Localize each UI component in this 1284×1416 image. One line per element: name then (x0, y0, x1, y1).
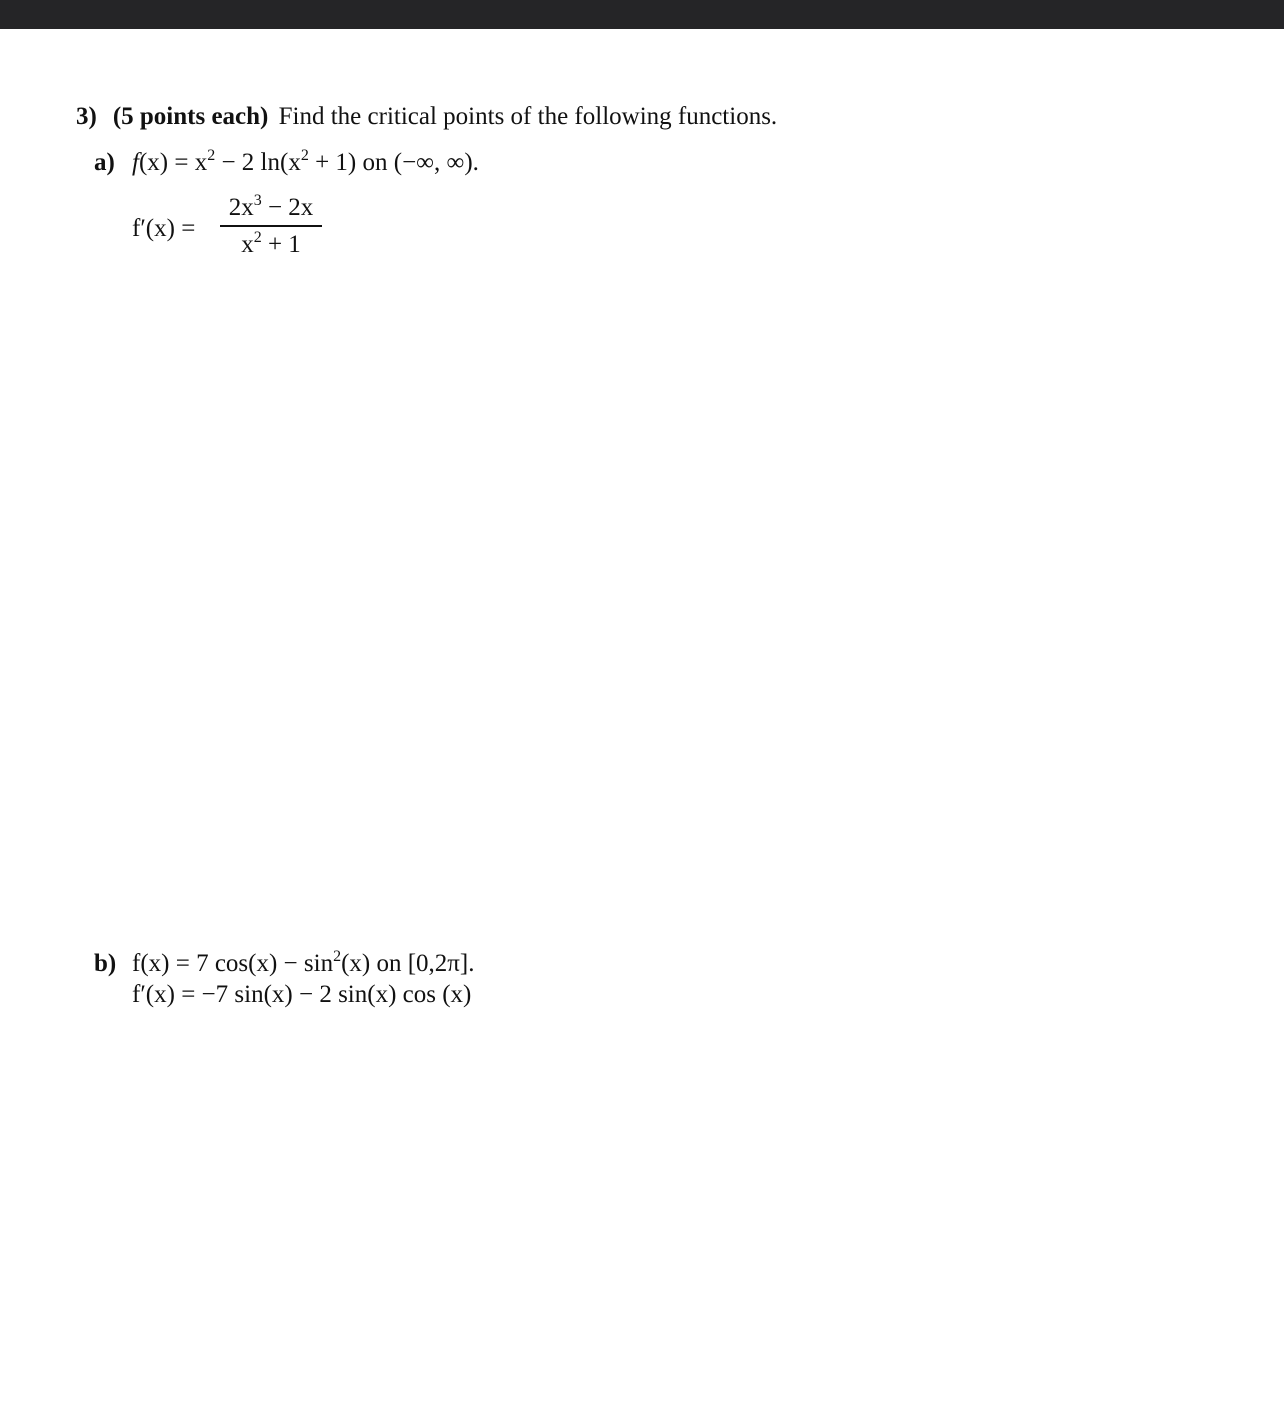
part-a-f: f (132, 149, 139, 176)
fraction-numerator (220, 194, 322, 222)
part-a-rhs-3: + 1) on (−∞, ∞). (308, 149, 479, 176)
part-a-derivative-lhs: f′(x) = (132, 215, 196, 242)
question-heading (76, 104, 777, 129)
part-a-rhs-1: (x) = x (138, 149, 208, 176)
part-b-equation (132, 950, 475, 977)
part-a-derivative-fraction (220, 194, 322, 259)
numerator-term-2: − 2x (261, 194, 314, 221)
part-a-rhs-2: − 2 ln(x (215, 149, 301, 176)
part-a-label: a) (94, 149, 115, 176)
part-b-term-1: f(x) = 7 cos(x) − sin (132, 950, 334, 977)
part-b-term-2: (x) on [0,2π]. (341, 950, 475, 977)
part-b-function (94, 948, 475, 977)
denominator-term-2: + 1 (261, 230, 301, 258)
part-a-equation (132, 149, 479, 176)
part-a-exp-2: 2 (300, 147, 309, 164)
denominator-exp: 2 (253, 228, 262, 246)
top-bar (0, 0, 1284, 29)
fraction-denominator (220, 228, 322, 259)
question-prompt: Find the critical points of the following functions. (278, 103, 778, 130)
part-a-exp-1: 2 (207, 147, 216, 164)
question-number: 3) (76, 103, 97, 130)
question-points: (5 points each) (112, 103, 269, 130)
numerator-term-1: 2x (228, 194, 254, 221)
numerator-exp: 3 (253, 192, 262, 209)
part-b-exp: 2 (333, 948, 342, 965)
denominator-term-1: x (241, 230, 254, 258)
part-b-label: b) (94, 950, 117, 977)
fraction-bar (220, 225, 322, 227)
part-a-function (94, 147, 479, 176)
part-b-derivative: f′(x) = −7 sin(x) − 2 sin(x) cos (x) (132, 981, 472, 1008)
